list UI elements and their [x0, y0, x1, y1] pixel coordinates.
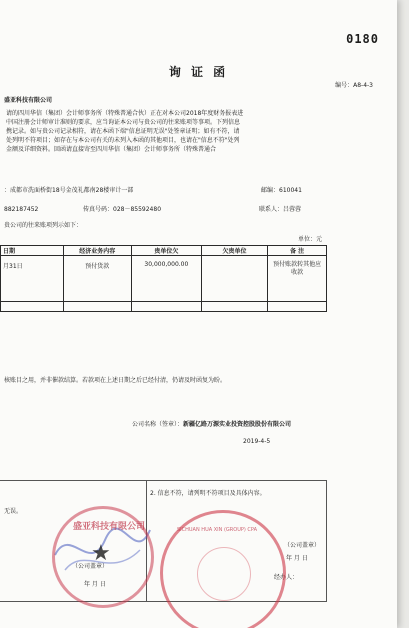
right-box-line1: 2. 信息不符，请列明不符项目及具体内容。	[150, 490, 266, 497]
right-box-agent: 经办人：	[274, 574, 299, 581]
body-line-1: 请的四川华信（集团）会计师事务所（特殊普通合伙）正在对本公司2018年度财务报表进	[6, 110, 244, 117]
letter-date: 2019-4-5	[243, 438, 271, 445]
right-box-date: 年 月 日	[286, 555, 308, 562]
cpa-seal-right	[160, 510, 286, 628]
row-content: 预付货款	[63, 256, 131, 302]
cpa-seal-text: SICHUAN HUA XIN (GROUP) CPA	[177, 527, 258, 533]
header-content: 经济业务内容	[63, 246, 131, 256]
body-line-3: 携记录。如与贵公司记录相符，请在本函下端"信息证明无误"处签章证明；如有不符，请	[6, 128, 240, 135]
code-value: A8-4-3	[353, 82, 373, 89]
blank-cell-5	[268, 302, 327, 312]
recipient-name: 盛亚科技有限公司	[4, 97, 53, 104]
blank-cell-2	[63, 302, 131, 312]
letter-code	[335, 82, 373, 90]
cpa-seal-inner-ring	[197, 547, 251, 601]
right-box-seal: （公司盖章）	[284, 542, 321, 549]
unit-label: 单位：元	[298, 236, 323, 243]
blank-cell-3	[131, 302, 201, 312]
row-note: 预付账款转其他应收款	[268, 256, 327, 302]
letter-title: 询 证 函	[168, 65, 229, 79]
table-row	[1, 256, 327, 302]
fax	[83, 206, 161, 214]
header-owed-by-you: 贵单位欠	[131, 246, 201, 256]
seal-left-text: 盛亚科技有限公司	[73, 522, 146, 532]
company-label: 公司名称（签章）：	[132, 421, 184, 428]
left-box-date: 年 月 日	[84, 581, 106, 588]
body-line-5: 金额及详细资料。回函请直接寄至四川华信（集团）会计师事务所（特殊普通合	[6, 146, 217, 153]
company-seal-left	[52, 506, 154, 608]
contact-label: 联系人：	[259, 206, 284, 213]
row-owed-by-you: 30,000,000.00	[131, 256, 201, 302]
address: ：成都市洗面桥街18号金茂礼都南28楼审计一部	[4, 187, 134, 194]
body-line-2: 中国注册会计师审计准则的要求，应当询证本公司与贵公司的往来账项等事项。下列信息	[6, 119, 241, 126]
contact	[259, 206, 301, 214]
body-line-4: 处列明不符项目；如存在与本公司有关的未列入本函的其他项目，也请在"信息不符"处列	[6, 137, 240, 144]
company-signature	[132, 421, 291, 429]
table-blank-row	[1, 302, 327, 312]
row-date: 月31日	[1, 256, 64, 302]
blank-cell-1	[1, 302, 64, 312]
seal-star-icon: ★	[91, 541, 111, 566]
postcode	[261, 187, 302, 195]
phone: 882187452	[4, 206, 39, 213]
row-owed-to-you	[201, 256, 267, 302]
contact-value: 吕蓉蓉	[283, 206, 302, 213]
postcode-label: 邮编：	[261, 187, 280, 194]
left-box-seal: （公司盖章）	[72, 563, 109, 570]
account-table	[0, 245, 327, 312]
header-note: 备 注	[268, 246, 327, 256]
fax-value: 028－85592480	[113, 206, 162, 213]
notice-text: 核账目之用，并非催款结算。若款项在上述日期之后已经付清，仍请及时函复为盼。	[4, 377, 227, 384]
code-label: 编号：	[335, 82, 354, 89]
blank-cell-4	[201, 302, 267, 312]
intro-text: 贵公司的往来账项列示如下：	[4, 222, 83, 229]
postcode-value: 610041	[279, 187, 302, 194]
left-box-text: 无误。	[4, 508, 23, 515]
header-date: 日期	[1, 246, 64, 256]
company-name: 新疆亿路万源实业投资控股股份有限公司	[183, 421, 292, 428]
fax-label: 传真号码：	[83, 206, 114, 213]
document-number: 0180	[346, 32, 379, 46]
table-header-row	[1, 246, 327, 256]
header-owed-to-you: 欠贵单位	[201, 246, 267, 256]
